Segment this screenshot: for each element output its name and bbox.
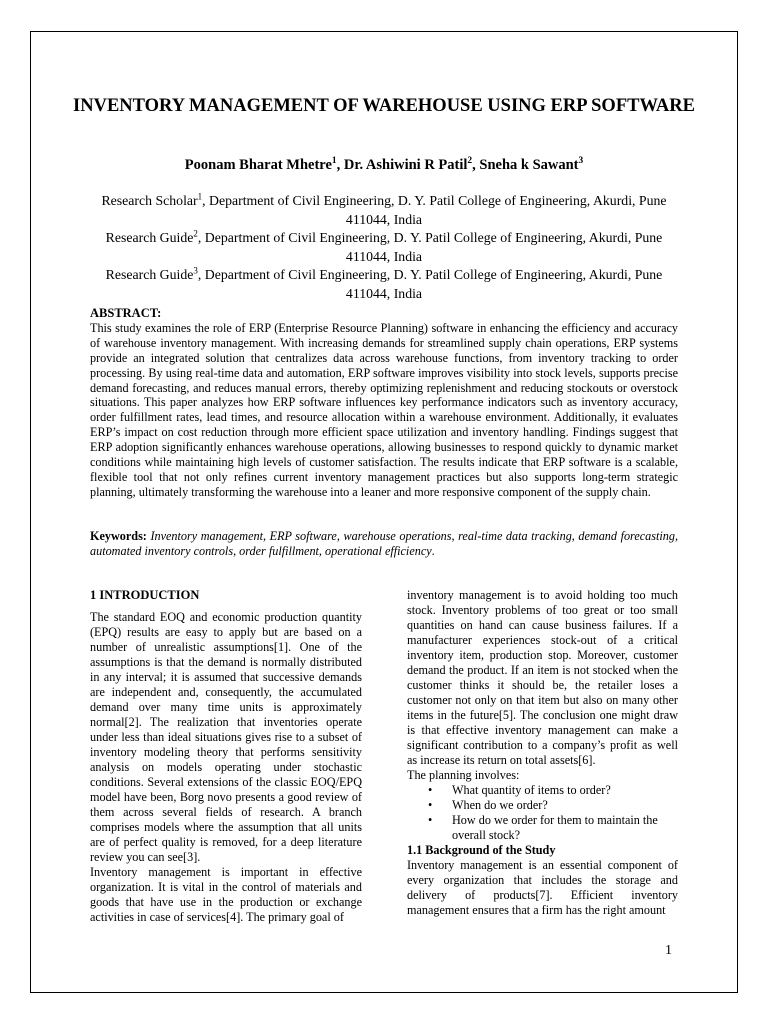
keywords-section	[90, 529, 678, 559]
list-item	[407, 783, 678, 798]
introduction-paragraph-2-continued: inventory management is to avoid holding too much stock. Inventory problems of too great or too small quantities on hand can cause business failures. If a manufacturer experiences stock-out of a critical inventory item, production stop. Moreover, customer demand the product. If an item is not stocked when the customer thinks it should be, the retailer loses a customer not only on that item but also on many other items in the future[5]. The conclusion one might draw is that effective inventory management can make a significant contribution to a company’s profit as well as increase its return on total assets[6].	[407, 588, 678, 767]
introduction-heading: 1 INTRODUCTION	[90, 588, 200, 602]
abstract-text: This study examines the role of ERP (Enterprise Resource Planning) software in enhancing the efficiency and accuracy of warehouse inventory management. With increasing demands for streamlined supply chain operations, ERP systems provide an integrated solution that centralizes data across warehouse functions, from inventory tracking to order processing. By using real-time data and automation, ERP software improves visibility into stock levels, supports precise demand forecasting, and reduces manual errors, thereby optimizing replenishment and reducing stockouts or overstock situations. This paper analyzes how ERP software influences key performance indicators such as inventory accuracy, order fulfillment rates, lead times, and resource allocation within a warehouse environment. Additionally, it evaluates ERP’s impact on cost reduction through more efficient space utilization and inventory handling. Findings suggest that ERP adoption significantly enhances warehouse operations, allowing businesses to respond quickly to dynamic market conditions while maintaining high levels of customer satisfaction. The results indicate that ERP software is a scalable, flexible tool that not only refines current inventory management practices but also supports long-term strategic planning, ultimately transforming the warehouse into a leaner and more responsive component of the supply chain.	[90, 320, 678, 499]
affiliation-sup: 1	[197, 191, 203, 202]
introduction-paragraph-1: The standard EOQ and economic production quantity (EPQ) results are easy to apply but are based on a number of unrealistic assumptions[1]. One of the assumptions is that the demand is normally distributed in any interval; it is assumed that successive demands are independent and, consequently, the accumulated demand over many time units is approximately normal[2]. The realization that inventories operate under less than ideal situations gives rise to a subset of inventory modeling theory that performs sensitivity analysis on models operating under stochastic conditions. Several extensions of the classic EOQ/EPQ model have been, Borg novo presents a good review of them across several fields of research. A branch comprises models where the assumption that all units are of perfect quality is removed, for a deep literature review you can see[3].	[90, 610, 362, 864]
affiliations	[85, 192, 683, 304]
affiliation-1	[85, 192, 683, 229]
list-item-text: How do we order for them to maintain the overall stock?	[452, 813, 658, 842]
right-column	[407, 588, 678, 918]
affiliation-2	[85, 229, 683, 266]
author-list	[60, 156, 708, 174]
affiliation-text: , Department of Civil Engineering, D. Y. Patil College of Engineering, Akurdi, Pune 411044, India	[197, 230, 663, 264]
affiliation-3	[85, 266, 683, 303]
introduction-paragraph-2: Inventory management is important in effective organization. It is vital in the control of materials and goods that have use in the production or exchange activities in case of services[4]. The primary goal of	[90, 865, 362, 924]
author-sup: 1	[331, 156, 337, 167]
list-item-text: What quantity of items to order?	[452, 783, 611, 797]
list-item-text: When do we order?	[452, 798, 548, 812]
background-heading: 1.1 Background of the Study	[407, 843, 556, 857]
bullet-icon: •	[428, 783, 433, 797]
affiliation-role: Research Guide	[105, 230, 194, 246]
keywords-label: Keywords:	[90, 529, 147, 543]
bullet-icon: •	[428, 813, 433, 827]
planning-list	[407, 783, 678, 843]
keywords-text: Inventory management, ERP software, warehouse operations, real-time data tracking, demand forecasting, automated inventory controls, order fulfillment, operational efficiency	[90, 529, 678, 558]
planning-intro: The planning involves:	[407, 768, 520, 782]
list-item	[407, 813, 678, 843]
affiliation-role: Research Scholar	[101, 193, 198, 208]
background-text: Inventory management is an essential component of every organization that includes the storage and delivery of products[7]. Efficient inventory management ensures that a firm has the right amount	[407, 858, 678, 917]
affiliation-sup: 3	[193, 265, 198, 276]
abstract-heading: ABSTRACT:	[90, 306, 162, 320]
keywords-end: .	[431, 544, 435, 558]
author-name: Poonam Bharat Mhetre	[184, 157, 332, 173]
list-item	[407, 798, 678, 813]
author-sup: 2	[467, 156, 473, 167]
left-column	[90, 588, 362, 925]
author-sup: 3	[578, 156, 584, 167]
affiliation-text: , Department of Civil Engineering, D. Y. Patil College of Engineering, Akurdi, Pune 411044, India	[202, 193, 667, 227]
paper-title: INVENTORY MANAGEMENT OF WAREHOUSE USING ERP SOFTWARE	[73, 96, 695, 116]
author-separator: ,	[472, 157, 480, 173]
abstract-section	[90, 306, 678, 500]
author-name: Sneha k Sawant	[479, 157, 579, 173]
affiliation-sup: 2	[193, 228, 198, 239]
affiliation-role: Research Guide	[105, 267, 194, 283]
page-number: 1	[665, 943, 672, 958]
bullet-icon: •	[428, 798, 433, 812]
affiliation-text: , Department of Civil Engineering, D. Y. Patil College of Engineering, Akurdi, Pune 411044, India	[197, 267, 663, 301]
author-separator: ,	[336, 157, 344, 173]
author-name: Dr. Ashiwini R Patil	[343, 157, 468, 173]
